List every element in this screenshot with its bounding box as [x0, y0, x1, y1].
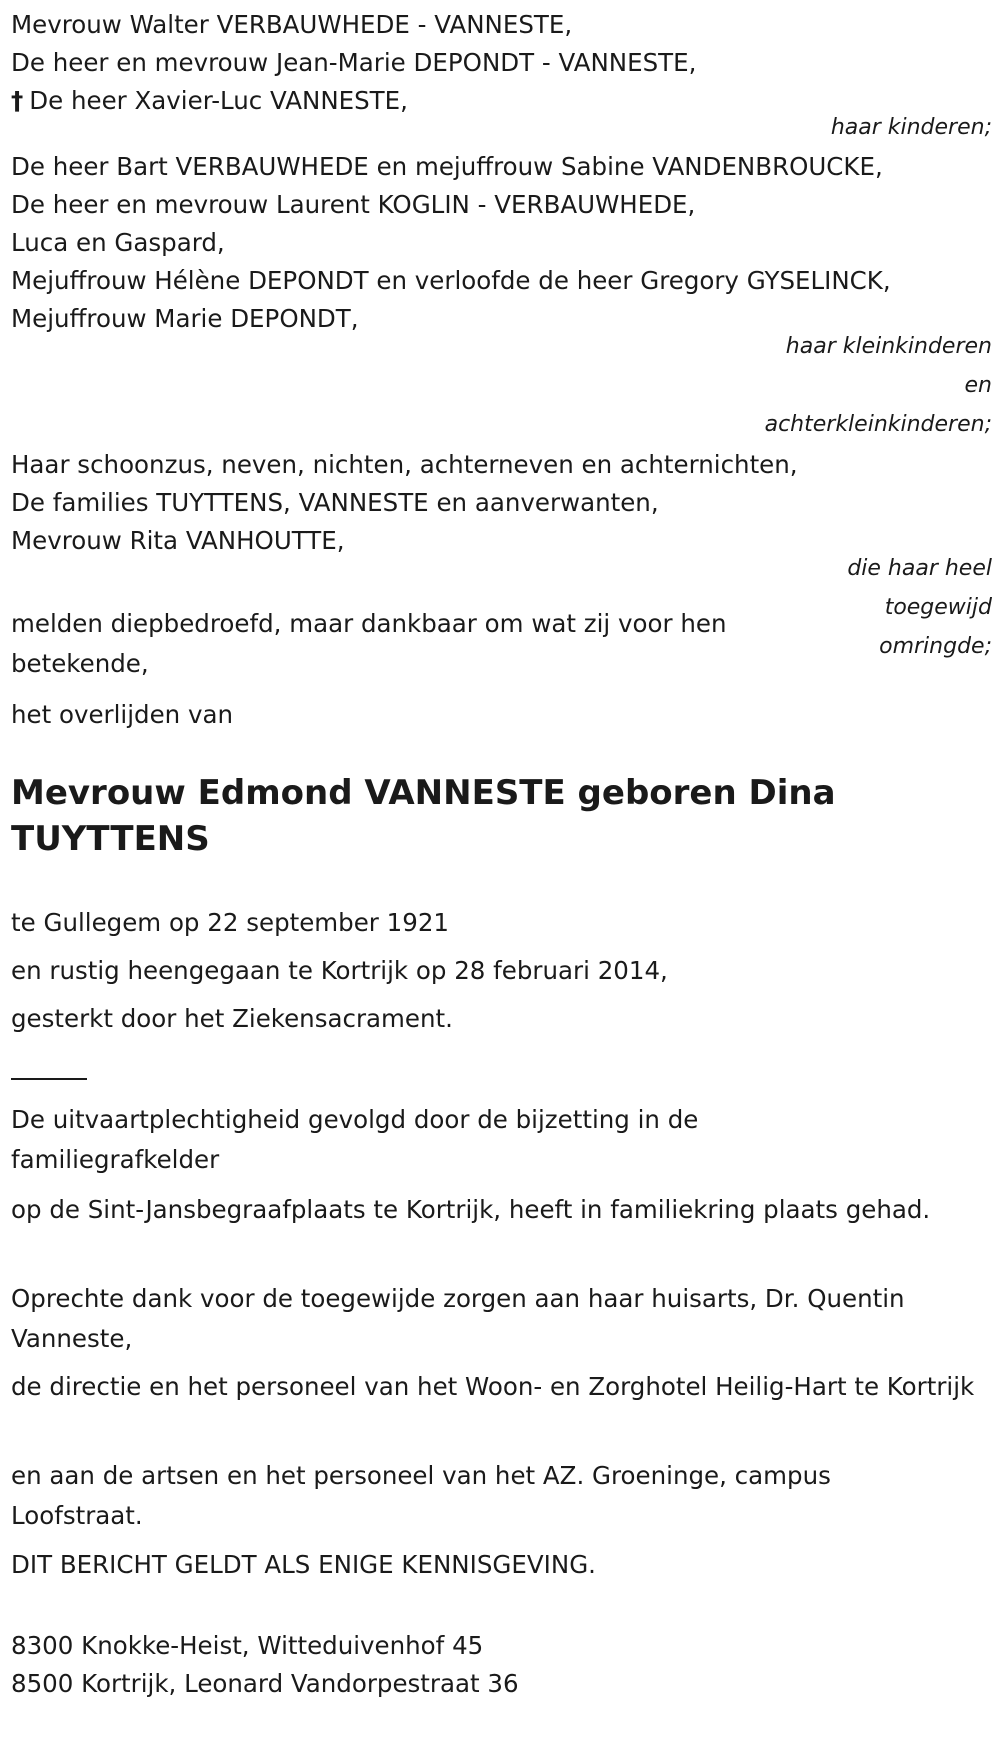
- others-line-1: Haar schoonzus, neven, nichten, achterneven en achternichten,: [11, 450, 798, 479]
- address-2: 8500 Kortrijk, Leonard Vandorpestraat 36: [11, 1669, 519, 1698]
- child-line-3: [11, 82, 408, 120]
- deceased-name: Mevrouw Edmond VANNESTE geboren Dina TUYTTENS: [11, 773, 836, 859]
- others-label-1: die haar heel: [847, 556, 992, 581]
- grandchild-line-2: De heer en mevrouw Laurent KOGLIN - VERBAUWHEDE,: [11, 190, 696, 219]
- thanks-line-1: Oprechte dank voor de toegewijde zorgen aan haar huisarts, Dr. Quentin Vanneste,: [11, 1284, 905, 1353]
- funeral-detail-2: op de Sint-Jansbegraafplaats te Kortrijk, heeft in familiekring plaats gehad.: [11, 1195, 931, 1224]
- others-line-2: De families TUYTTENS, VANNESTE en aanverwanten,: [11, 488, 659, 517]
- birth-line: te Gullegem op 22 september 1921: [11, 908, 450, 937]
- grandchildren-label-2: en: [964, 373, 992, 398]
- funeral-detail-1: De uitvaartplechtigheid gevolgd door de bijzetting in de familiegrafkelder: [11, 1105, 699, 1174]
- child-line-2: De heer en mevrouw Jean-Marie DEPONDT - VANNESTE,: [11, 48, 697, 77]
- notice-line: DIT BERICHT GELDT ALS ENIGE KENNISGEVING.: [11, 1550, 596, 1579]
- children-label: haar kinderen;: [830, 115, 992, 140]
- others-label-3: omringde;: [879, 634, 992, 659]
- address-1: 8300 Knokke-Heist, Witteduivenhof 45: [11, 1631, 484, 1660]
- separator-rule: [11, 1078, 87, 1080]
- child-line-3-text: De heer Xavier-Luc VANNESTE,: [29, 86, 408, 115]
- grandchildren-label-3: achterkleinkinderen;: [764, 412, 992, 437]
- sacrament-line: gesterkt door het Ziekensacrament.: [11, 1004, 453, 1033]
- others-line-3: Mevrouw Rita VANHOUTTE,: [11, 526, 345, 555]
- announcement-passing: het overlijden van: [11, 700, 234, 729]
- death-line: en rustig heengegaan te Kortrijk op 28 februari 2014,: [11, 956, 668, 985]
- grandchild-line-5: Mejuffrouw Marie DEPONDT,: [11, 304, 359, 333]
- child-line-1: Mevrouw Walter VERBAUWHEDE - VANNESTE,: [11, 10, 573, 39]
- grandchildren-label-1: haar kleinkinderen: [785, 334, 992, 359]
- grandchild-line-4: Mejuffrouw Hélène DEPONDT en verloofde de heer Gregory GYSELINCK,: [11, 266, 891, 295]
- grandchild-line-1: De heer Bart VERBAUWHEDE en mejuffrouw Sabine VANDENBROUCKE,: [11, 152, 883, 181]
- announcement-intro: melden diepbedroefd, maar dankbaar om wat zij voor hen betekende,: [11, 609, 727, 678]
- grandchild-line-3: Luca en Gaspard,: [11, 228, 225, 257]
- thanks-line-2: de directie en het personeel van het Woon- en Zorghotel Heilig-Hart te Kortrijk: [11, 1372, 975, 1401]
- others-label-2: toegewijd: [884, 595, 992, 620]
- cross-icon: †: [11, 86, 24, 115]
- thanks-line-3: en aan de artsen en het personeel van het AZ. Groeninge, campus Loofstraat.: [11, 1461, 831, 1530]
